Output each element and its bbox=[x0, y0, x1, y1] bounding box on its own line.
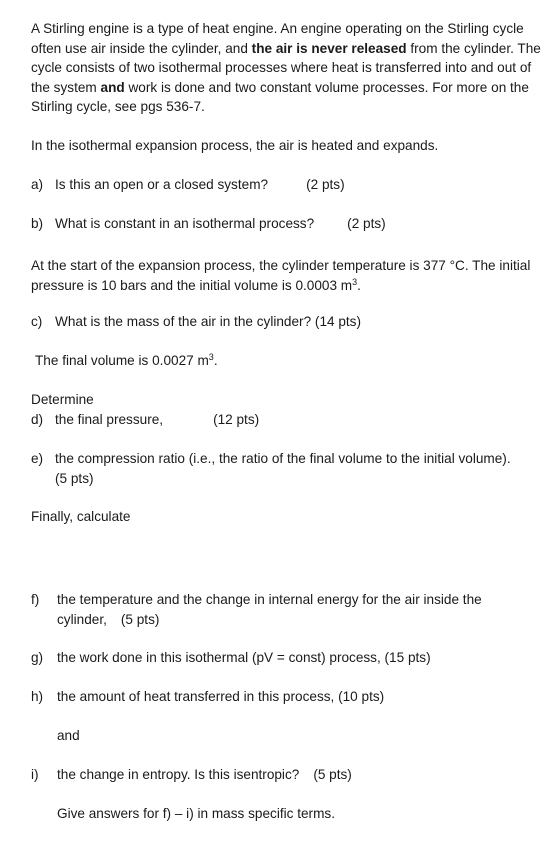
intro-text-3: work is done and two constant volume processes. For more on the Stirling cycle, see pgs 536-7. bbox=[31, 79, 529, 114]
question-d-points: (12 pts) bbox=[213, 412, 260, 427]
intro-bold-1: the air is never released bbox=[251, 40, 407, 56]
question-f-points: (5 pts) bbox=[120, 611, 160, 627]
question-e-label: e) bbox=[31, 451, 44, 466]
and-connector: and bbox=[57, 728, 80, 743]
question-f-label: f) bbox=[31, 592, 40, 607]
question-c-points: (14 pts) bbox=[314, 314, 362, 329]
final-volume-end: . bbox=[213, 353, 218, 368]
question-d-label: d) bbox=[31, 412, 44, 427]
question-i-text: the change in entropy. Is this isentropic? bbox=[57, 767, 300, 782]
final-volume-text: The final volume is 0.0027 m bbox=[35, 353, 209, 368]
determine-heading: Determine bbox=[31, 392, 94, 407]
question-i-points: (5 pts) bbox=[313, 767, 352, 782]
question-f-text: the temperature and the change in internal energy for the air inside the cylinder, bbox=[57, 592, 482, 627]
question-b-text: What is constant in an isothermal process? bbox=[55, 216, 315, 231]
finally-heading: Finally, calculate bbox=[31, 509, 131, 524]
question-b-label: b) bbox=[31, 216, 44, 231]
question-b-points: (2 pts) bbox=[347, 216, 386, 231]
mass-specific-note: Give answers for f) – i) in mass specific terms. bbox=[57, 806, 335, 821]
intro-paragraph bbox=[31, 19, 541, 117]
question-c-label: c) bbox=[31, 314, 43, 329]
question-a-text: Is this an open or a closed system? bbox=[55, 177, 269, 192]
initial-conditions-superscript: 3 bbox=[352, 276, 358, 287]
intro-text-2: from the cylinder. The cycle consists of two isothermal processes where heat is transferred into and out of the system bbox=[31, 40, 541, 95]
question-e-text: the compression ratio (i.e., the ratio of the final volume to the initial volume). bbox=[55, 451, 511, 466]
question-c-text: What is the mass of the air in the cylinder? bbox=[55, 314, 312, 329]
question-g-text: the work done in this isothermal (pV = const) process, (15 pts) bbox=[57, 650, 431, 665]
question-e-points: (5 pts) bbox=[55, 470, 94, 486]
question-a-label: a) bbox=[31, 177, 44, 192]
initial-conditions-text: At the start of the expansion process, the cylinder temperature is 377 °C. The initial pressure is 10 bars and the initial volume is 0.0003 m bbox=[31, 258, 531, 293]
expansion-intro: In the isothermal expansion process, the air is heated and expands. bbox=[31, 138, 439, 153]
intro-bold-2: and bbox=[100, 79, 125, 95]
question-a-points: (2 pts) bbox=[306, 177, 345, 192]
initial-conditions-end: . bbox=[357, 277, 361, 293]
question-i-label: i) bbox=[31, 767, 39, 782]
question-h-label: h) bbox=[31, 689, 44, 704]
intro-text-1: A Stirling engine is a type of heat engine. An engine operating on the Stirling cycle often use air inside the cylinder, and bbox=[31, 21, 524, 56]
question-g-label: g) bbox=[31, 650, 44, 665]
question-h-text: the amount of heat transferred in this process, (10 pts) bbox=[57, 689, 385, 704]
final-volume bbox=[35, 351, 545, 371]
question-d-text: the final pressure, bbox=[55, 412, 164, 427]
initial-conditions bbox=[31, 256, 541, 295]
final-volume-superscript: 3 bbox=[208, 352, 214, 362]
